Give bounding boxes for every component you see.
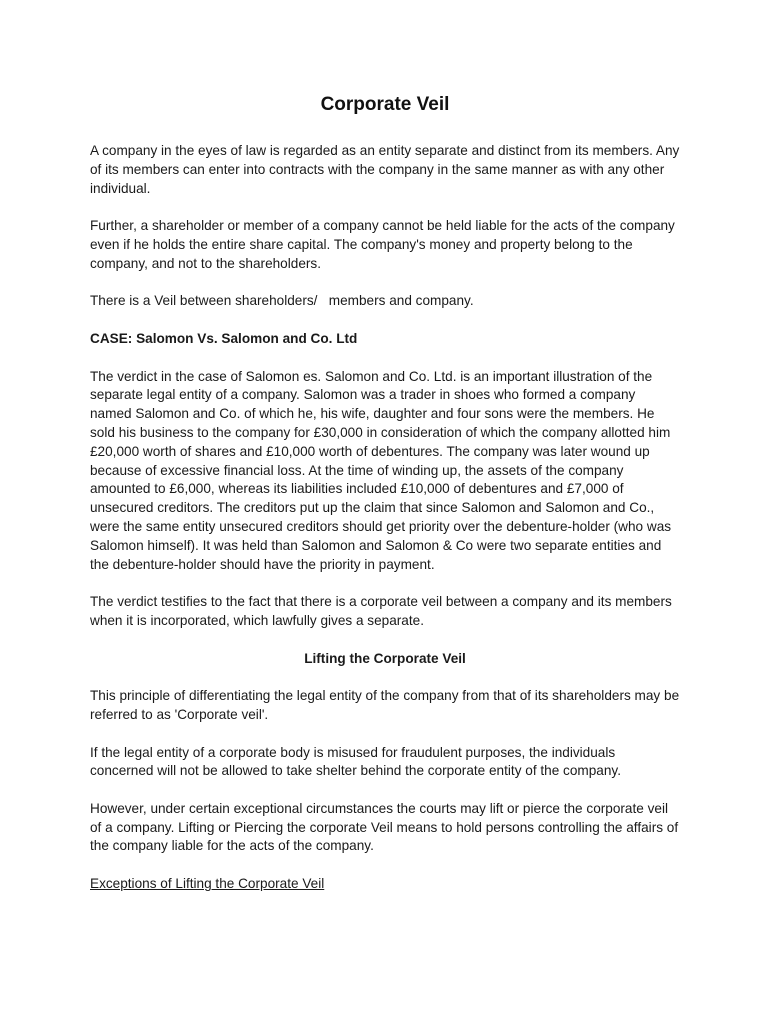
paragraph-principle: This principle of differentiating the legal entity of the company from that of its shareholders may be referred to as 'Corporate veil'.	[90, 688, 680, 722]
case-heading: CASE: Salomon Vs. Salomon and Co. Ltd	[90, 330, 358, 346]
document-body	[90, 92, 680, 913]
paragraph-shareholder-liability: Further, a shareholder or member of a company cannot be held liable for the acts of the company even if he holds the entire share capital. The company's money and property belong to the company, and not to the shareholders.	[90, 218, 675, 271]
document-title: Corporate Veil	[320, 94, 450, 115]
paragraph-intro: A company in the eyes of law is regarded as an entity separate and distinct from its members. Any of its members can enter into contracts with the company in the same manner as with any other individual.	[90, 143, 680, 196]
paragraph-case-verdict: The verdict in the case of Salomon es. Salomon and Co. Ltd. is an important illustration of the separate legal entity of a company. Salomon was a trader in shoes who formed a company named Salomon and Co. of which he, his wife, daughter and four sons were the members. He sold his business to the company for £30,000 in consideration of which the company allotted him £20,000 worth of shares and £10,000 worth of debentures. The company was later wound up because of excessive financial loss. At the time of winding up, the assets of the company amounted to £6,000, whereas its liabilities included £10,000 of debentures and £7,000 of unsecured creditors. The creditors put up the claim that since Salomon and Salomon and Co., were the same entity unsecured creditors should get priority over the debenture-holder (who was Salomon himself). It was held than Salomon and Salomon & Co were two separate entities and the debenture-holder should have the priority in payment.	[90, 368, 672, 572]
paragraph-verdict-testifies: The verdict testifies to the fact that there is a corporate veil between a company and its members when it is incorporated, which lawfully gives a separate.	[90, 594, 672, 628]
exceptions-heading: Exceptions of Lifting the Corporate Veil	[90, 876, 325, 892]
lifting-veil-heading: Lifting the Corporate Veil	[304, 650, 466, 666]
paragraph-misuse: If the legal entity of a corporate body is misused for fraudulent purposes, the individuals concerned will not be allowed to take shelter behind the corporate entity of the company.	[90, 744, 621, 779]
paragraph-exceptional: However, under certain exceptional circumstances the courts may lift or pierce the corporate veil of a company. Lifting or Piercing the corporate Veil means to hold persons controlling the affairs of the company liable for the acts of the company.	[90, 800, 679, 854]
paragraph-veil-statement: There is a Veil between shareholders/ members and company.	[90, 293, 474, 309]
